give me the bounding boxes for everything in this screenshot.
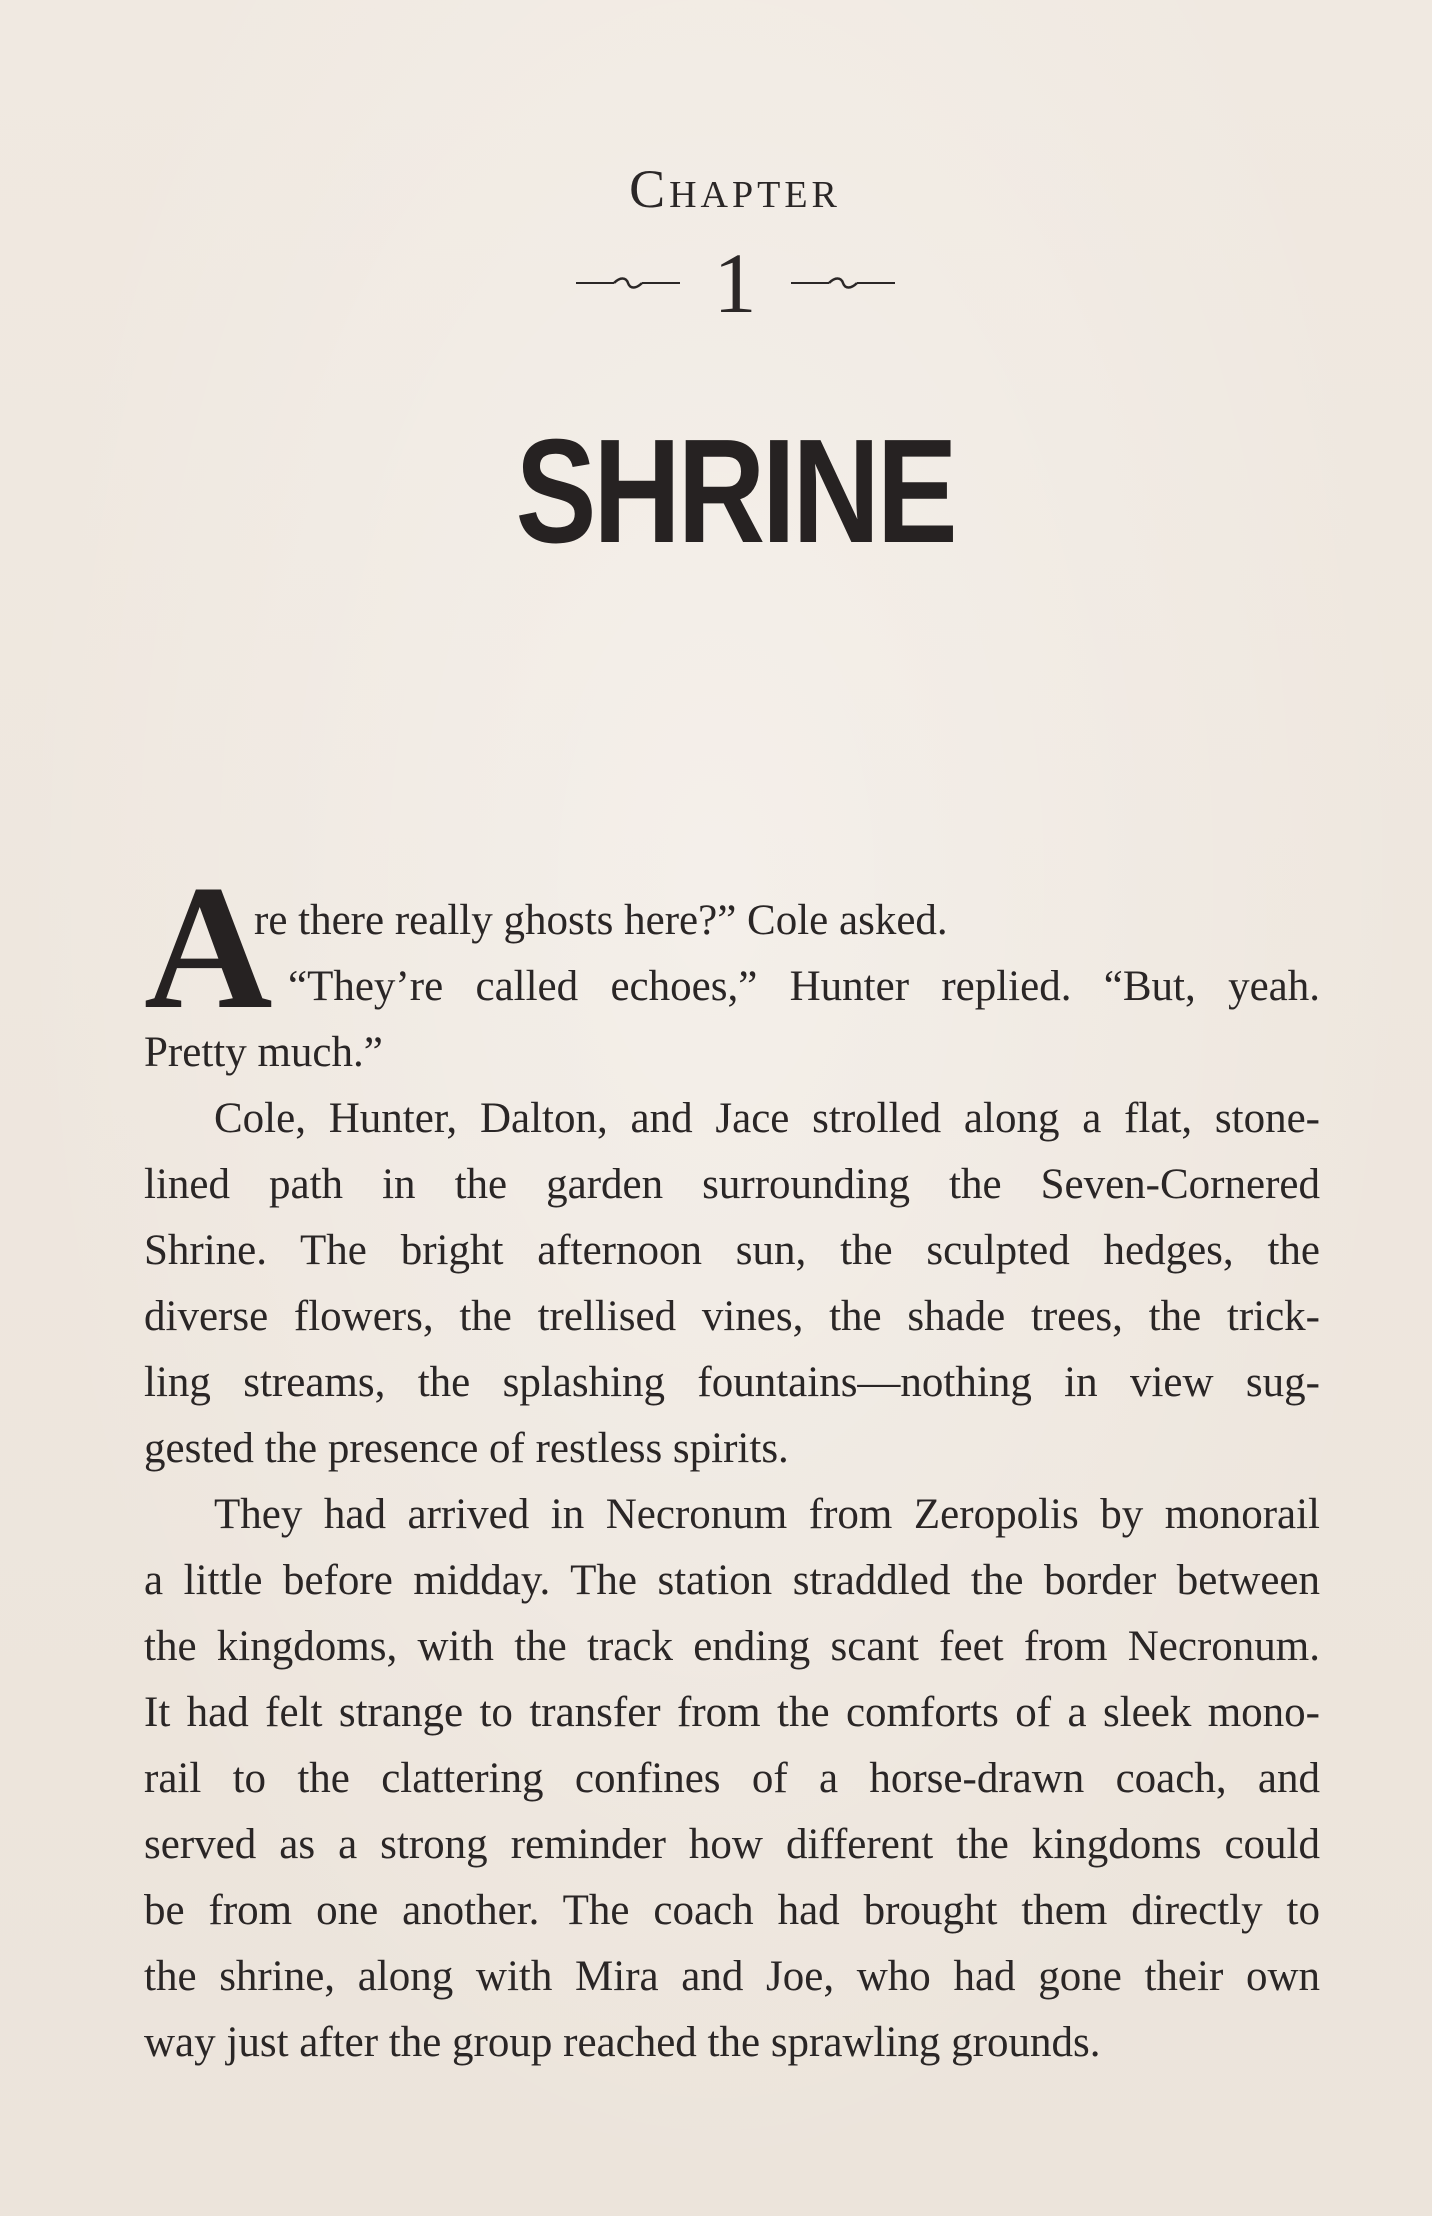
- text-line: They had arrived in Necronum from Zeropolis by monorail: [214, 1491, 1320, 1538]
- chapter-label: Chapter: [629, 159, 841, 219]
- text-line: be from one another. The coach had brought them directly to: [144, 1887, 1320, 1934]
- left-flourish-icon: [576, 273, 680, 293]
- text-line: It had felt strange to transfer from the comforts of a sleek mono-: [144, 1689, 1320, 1736]
- text-line: Shrine. The bright afternoon sun, the sculpted hedges, the: [144, 1227, 1320, 1274]
- drop-cap: A: [144, 848, 273, 1046]
- text-line: ling streams, the splashing fountains—nothing in view sug-: [144, 1359, 1320, 1406]
- text-line: a little before midday. The station straddled the border between: [144, 1557, 1320, 1604]
- text-line: Pretty much.”: [144, 1029, 383, 1076]
- text-line: the kingdoms, with the track ending scant feet from Necronum.: [144, 1623, 1320, 1670]
- text-line: rail to the clattering confines of a horse-drawn coach, and: [144, 1755, 1320, 1802]
- chapter-title: SHRINE: [515, 409, 955, 574]
- text-line: Cole, Hunter, Dalton, and Jace strolled along a flat, stone-: [214, 1095, 1320, 1142]
- text-line: way just after the group reached the sprawling grounds.: [144, 2019, 1101, 2066]
- text-line: diverse flowers, the trellised vines, the shade trees, the trick-: [144, 1293, 1320, 1340]
- text-line: lined path in the garden surrounding the Seven-Cornered: [144, 1161, 1320, 1208]
- chapter-number-row: [0, 235, 1432, 331]
- chapter-body: [144, 888, 1320, 2076]
- text-line: re there really ghosts here?” Cole asked.: [254, 897, 948, 944]
- text-line: “They’re called echoes,” Hunter replied. “But, yeah.: [288, 963, 1320, 1010]
- text-line: the shrine, along with Mira and Joe, who had gone their own: [144, 1953, 1320, 2000]
- text-line: gested the presence of restless spirits.: [144, 1425, 789, 1472]
- right-flourish-icon: [791, 273, 895, 293]
- chapter-number: 1: [713, 235, 757, 331]
- text-line: served as a strong reminder how different the kingdoms could: [144, 1821, 1320, 1868]
